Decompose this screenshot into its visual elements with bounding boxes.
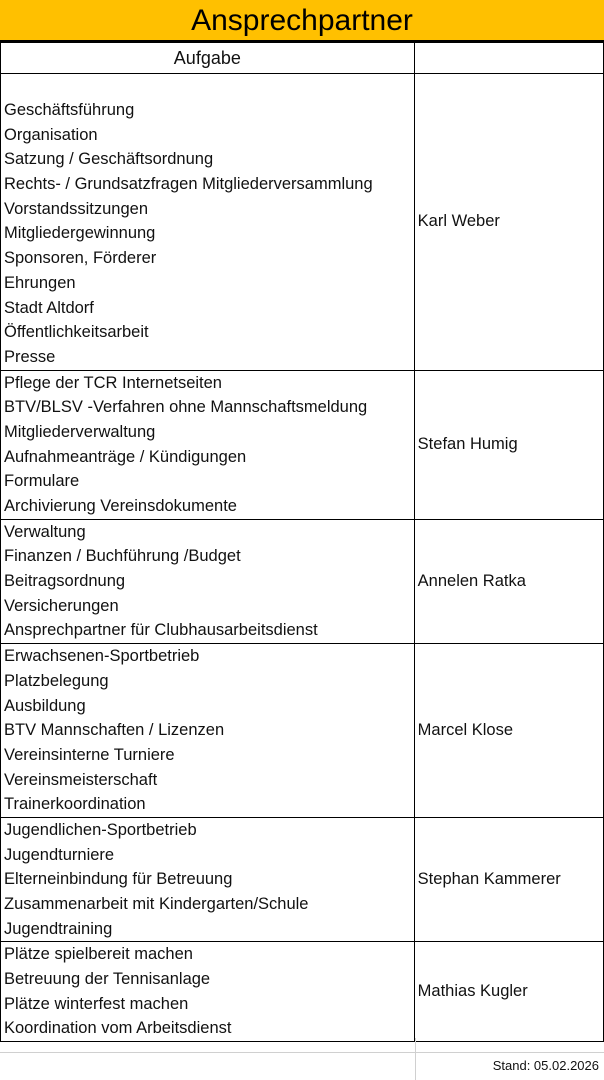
task-item: Ehrungen (4, 273, 76, 292)
grid-line (0, 1052, 604, 1053)
task-item: Pflege der TCR Internetseiten (4, 373, 222, 392)
task-item: Formulare (4, 472, 80, 491)
task-cell (1, 644, 415, 818)
table-header-row (1, 43, 604, 74)
task-item: Betreuung der Tennisanlage (4, 970, 211, 989)
task-item: Platzbelegung (4, 671, 109, 690)
task-item: Jugendturniere (4, 845, 115, 864)
task-item: Erwachsenen-Sportbetrieb (4, 647, 200, 666)
contact-person: Marcel Klose (414, 644, 603, 818)
task-cell (1, 519, 415, 643)
task-item: Stadt Altdorf (4, 298, 94, 317)
task-item: Presse (4, 347, 56, 366)
task-cell (1, 817, 415, 941)
table-row (1, 817, 604, 941)
task-item: Elterneinbindung für Betreuung (4, 870, 233, 889)
task-item: Plätze spielbereit machen (4, 945, 193, 964)
contact-person: Mathias Kugler (414, 942, 603, 1042)
task-item: Mitgliedergewinnung (4, 224, 156, 243)
task-item: Ausbildung (4, 696, 86, 715)
task-item: Finanzen / Buchführung /Budget (4, 547, 241, 566)
contact-table (0, 42, 604, 1042)
task-item: Vorstandssitzungen (4, 199, 149, 218)
task-item: Trainerkoordination (4, 795, 146, 814)
contact-person: Stephan Kammerer (414, 817, 603, 941)
table-row (1, 519, 604, 643)
task-item: Geschäftsführung (4, 101, 135, 119)
column-header-task: Aufgabe (1, 43, 415, 74)
task-item: BTV Mannschaften / Lizenzen (4, 721, 225, 740)
task-item: Beitragsordnung (4, 572, 126, 591)
task-item: Ansprechpartner für Clubhausarbeitsdienst (4, 621, 318, 640)
page-title: Ansprechpartner (0, 0, 604, 42)
task-item: Jugendlichen-Sportbetrieb (4, 820, 197, 839)
task-item: BTV/BLSV -Verfahren ohne Mannschaftsmeldung (4, 398, 368, 417)
stand-date: Stand: 05.02.2026 (492, 1058, 599, 1073)
contact-person: Karl Weber (414, 74, 603, 371)
task-item: Öffentlichkeitsarbeit (4, 323, 149, 342)
task-item: Koordination vom Arbeitsdienst (4, 1019, 232, 1038)
task-item: Sponsoren, Förderer (4, 249, 157, 268)
table-row (1, 370, 604, 519)
contact-person: Annelen Ratka (414, 519, 603, 643)
task-item: Aufnahmeanträge / Kündigungen (4, 447, 247, 466)
table-row (1, 942, 604, 1042)
contact-person: Stefan Humig (414, 370, 603, 519)
task-item: Archivierung Vereinsdokumente (4, 497, 237, 515)
task-item: Organisation (4, 125, 98, 144)
task-item: Vereinsmeisterschaft (4, 770, 158, 789)
task-item: Plätze winterfest machen (4, 994, 189, 1013)
task-item: Satzung / Geschäftsordnung (4, 150, 214, 169)
task-item: Jugendtraining (4, 919, 113, 938)
task-item: Zusammenarbeit mit Kindergarten/Schule (4, 895, 309, 913)
task-item: Mitgliederverwaltung (4, 422, 156, 441)
task-item: Vereinsinterne Turniere (4, 745, 175, 764)
task-item: Verwaltung (4, 522, 86, 541)
table-row (1, 644, 604, 818)
task-cell (1, 942, 415, 1042)
grid-vline (415, 1038, 416, 1080)
task-item: Versicherungen (4, 596, 119, 615)
task-cell (1, 370, 415, 519)
task-item: Rechts- / Grundsatzfragen Mitgliederversammlung (4, 175, 373, 194)
table-row (1, 74, 604, 371)
task-cell (1, 74, 415, 371)
column-header-person (414, 43, 603, 74)
